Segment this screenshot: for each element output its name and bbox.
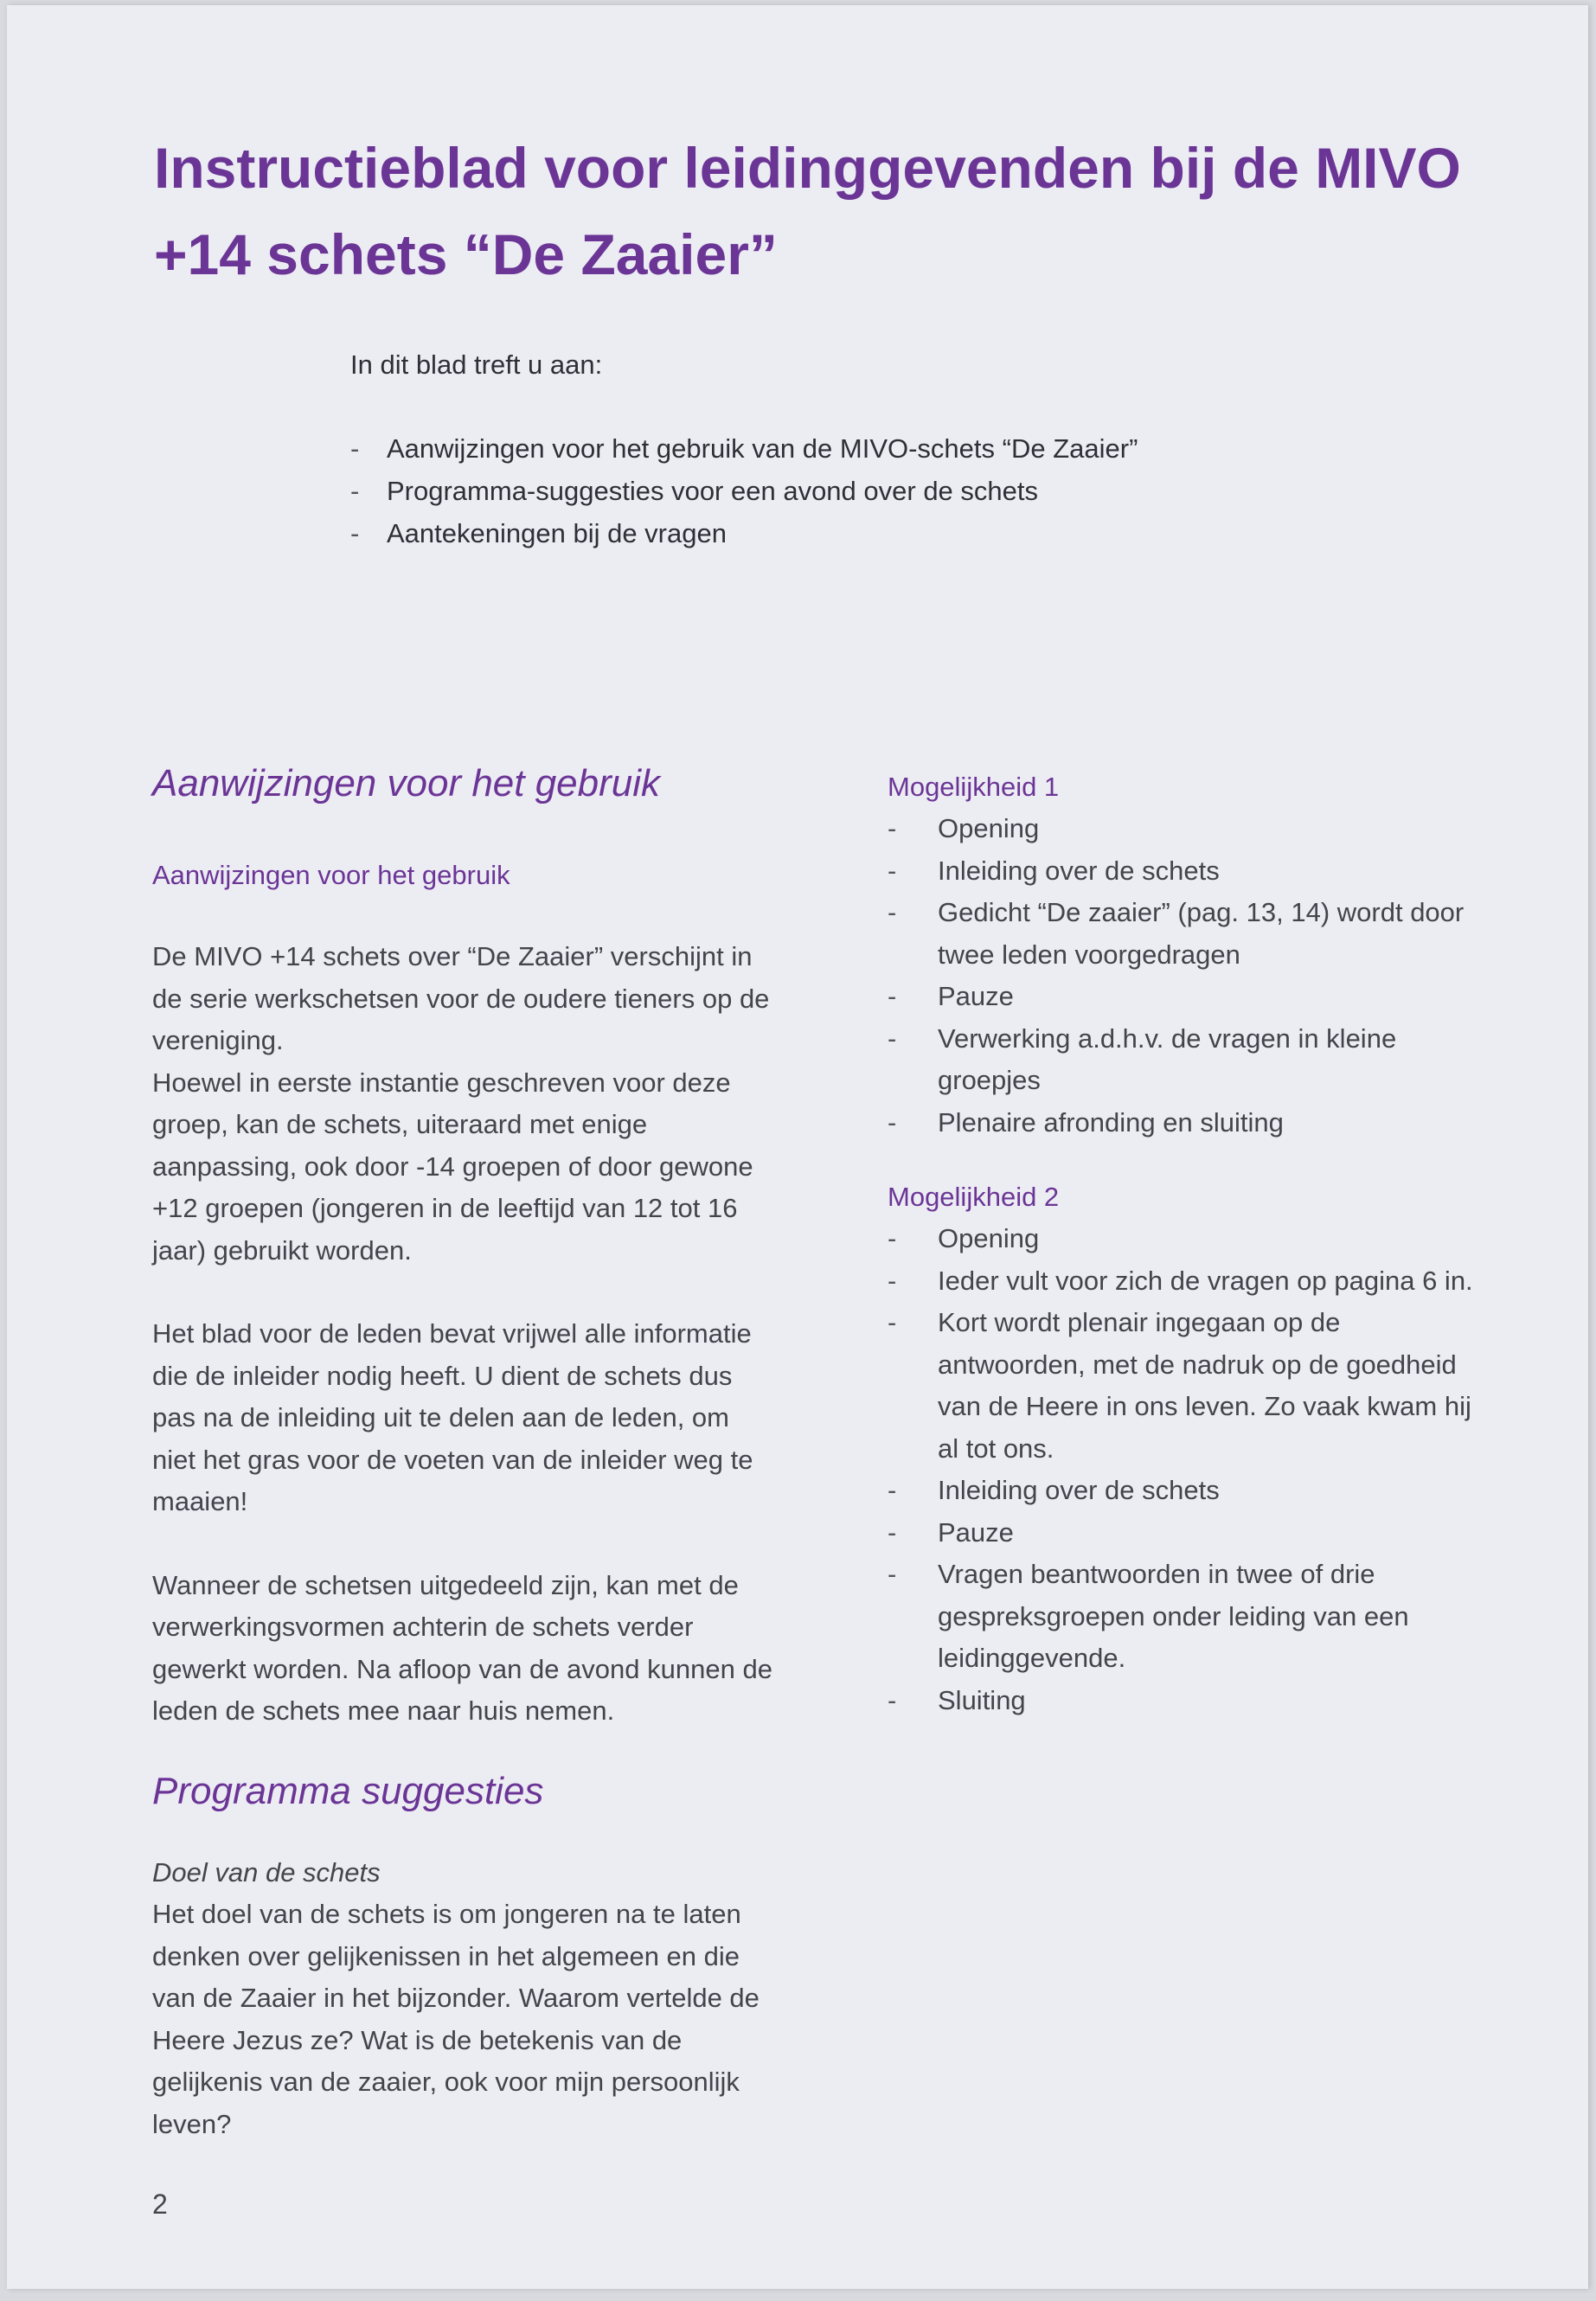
option-2-list	[888, 1218, 1493, 1721]
list-item: - Aantekeningen bij de vragen	[350, 518, 727, 548]
list-item: - Sluiting	[888, 1684, 1026, 1715]
doel-label: Doel van de schets	[152, 1856, 381, 1888]
section-heading-program: Programma suggesties	[152, 1769, 544, 1812]
option-1-list	[888, 808, 1493, 1144]
intro-list	[350, 427, 1388, 554]
option-1-title: Mogelijkheid 1	[888, 772, 1060, 802]
left-column	[152, 758, 775, 2145]
list-item: - Inleiding over de schets	[888, 855, 1220, 886]
list-item: - Vragen beantwoorden in twee of drie gespreksgroepen onder leiding van een leidinggevende.	[888, 1559, 1409, 1673]
list-item: - Inleiding over de schets	[888, 1475, 1220, 1505]
list-item: - Pauze	[888, 1516, 1014, 1548]
list-item: - Aanwijzingen voor het gebruik van de MIVO-schets “De Zaaier”	[350, 433, 1138, 464]
list-item: - Opening	[888, 813, 1040, 843]
list-item: - Ieder vult voor zich de vragen op pagina 6 in.	[888, 1265, 1473, 1296]
paragraph: Wanneer de schetsen uitgedeeld zijn, kan met de verwerkingsvormen achterin de schets verder gewerkt worden. Na afloop van de avond kunnen de leden de schets mee naar huis nemen.	[152, 1569, 772, 1726]
list-item: - Gedicht “De zaaier” (pag. 13, 14) wordt door twee leden voorgedragen	[888, 897, 1465, 970]
intro-lead: In dit blad treft u aan:	[350, 349, 603, 380]
option-2-title: Mogelijkheid 2	[888, 1182, 1060, 1212]
paragraph: Het blad voor de leden bevat vrijwel alle informatie die de inleider nodig heeft. U dient de schets dus pas na de inleiding uit te delen aan de leden, om niet het gras voor de voeten van de inleider weg te maaien!	[152, 1318, 753, 1516]
page-number: 2	[152, 2189, 168, 2220]
list-item: - Programma-suggesties voor een avond over de schets	[350, 476, 1039, 506]
list-item: - Pauze	[888, 981, 1014, 1011]
list-item: - Opening	[888, 1223, 1040, 1253]
paragraph: Het doel van de schets is om jongeren na te laten denken over gelijkenissen in het algemeen en die van de Zaaier in het bijzonder. Waarom vertelde de Heere Jezus ze? Wat is de betekenis van de gelijkenis van de zaaier, ook voor mijn persoonlijk leven?	[152, 1899, 760, 2139]
intro-section	[350, 344, 1388, 554]
page-title: Instructieblad voor leidinggevenden bij de MIVO +14 schets “De Zaaier”	[154, 136, 1461, 286]
paragraph: De MIVO +14 schets over “De Zaaier” verschijnt in de serie werkschetsen voor de oudere tieners op de vereniging.	[152, 941, 770, 1055]
list-item: - Plenaire afronding en sluiting	[888, 1106, 1284, 1138]
list-item: - Kort wordt plenair ingegaan op de antwoorden, met de nadruk op de goedheid van de Heere in ons leven. Zo vaak kwam hij al tot ons.	[888, 1307, 1471, 1464]
paragraph: Hoewel in eerste instantie geschreven voor deze groep, kan de schets, uiteraard met enige aanpassing, ook door -14 groepen of door gewone +12 groepen (jongeren in de leeftijd van 12 tot 16 jaar) gebruikt worden.	[152, 1067, 753, 1266]
list-item: - Verwerking a.d.h.v. de vragen in kleine groepjes	[888, 1022, 1397, 1095]
right-column	[888, 766, 1493, 1721]
section-heading-usage: Aanwijzingen voor het gebruik	[152, 762, 661, 804]
document-page	[7, 5, 1588, 2289]
subheading-usage: Aanwijzingen voor het gebruik	[152, 860, 510, 890]
